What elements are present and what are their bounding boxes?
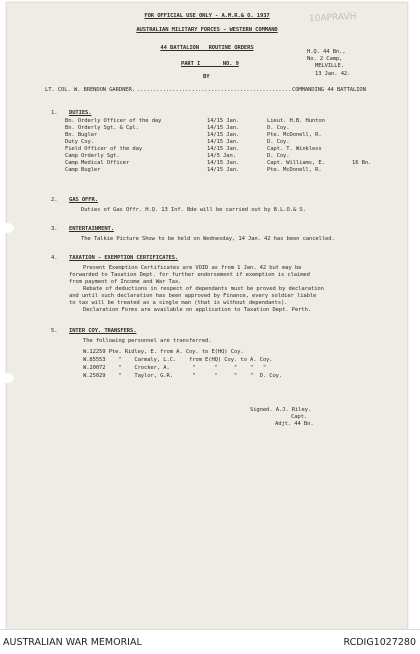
footer-id: RCDIG1027280 (343, 637, 416, 648)
taxation-line: and until such declaration has been approved by Finance, every soldier liable (69, 293, 317, 299)
archive-footer (0, 629, 420, 654)
transfers-intro: The following personnel are transferred. (83, 338, 212, 344)
section-number: 1. (51, 110, 58, 116)
list-item: W.12259 Pte. Ridley, E. from A. Coy. to E(HQ) Coy. (83, 349, 244, 355)
punch-hole (0, 223, 14, 233)
section-heading-taxation: TAXATION - EXEMPTION CERTIFICATES. (69, 255, 179, 261)
by-line: LT. COL. W. BRENDON GARDNER. (45, 87, 135, 93)
punch-hole (0, 373, 14, 383)
command-line: AUSTRALIAN MILITARY FORCES - WESTERN COMMAND (136, 27, 278, 33)
camp-line: No. 2 Camp, (307, 56, 343, 62)
pencil-annotation: 10APRAVH (308, 11, 357, 25)
section-number: 5. (51, 328, 58, 334)
entertainment-text: The Talkie Picture Show to be held on Wednesday, 14 Jan. 42 has been cancelled. (81, 236, 335, 242)
taxation-line: Declaration Forms are available on application to Taxation Dept. Perth. (83, 307, 312, 313)
taxation-line: Present Exemption Certificates are VOID as from 1 Jan. 42 but may be (83, 265, 302, 271)
by-dots: ................................................ (137, 87, 292, 93)
list-item: W.25029 " Taylor, G.R. " " " " D. Coy. (83, 373, 283, 379)
taxation-line: forwarded to Taxation Dept. for further endorsement if exemption is claimed (69, 272, 310, 278)
section-number: 3. (51, 226, 58, 232)
part-sub: BY (203, 74, 210, 80)
list-item: W.20072 " Crocker, A. " " " " " (83, 365, 267, 371)
list-item: W.85553 " Carmaly, L.C. from E(HQ) Coy. to A. Coy. (83, 357, 273, 363)
signature-appointment: Adjt. 44 Bn. (275, 421, 314, 427)
document-page: 10APRAVH FOR OFFICIAL USE ONLY - A.M.R.& O. 1937 AUSTRALIAN MILITARY FORCES - WESTERN COMMAND 44 BATTALION ROUTINE ORDERS H.Q. 44 Bn., No. 2 Camp, MELVILLE. 13 Jan. 42. PART I NO. 9 BY LT. COL. W. BRENDON GARDNER. ................................................ COMMANDING 44 BATTALION 1. DUTIES. Bn. Orderly Officer of the day 14/15 Jan. Lieut. H.B. Hunton Bn. Orderly Sgt. & Cpl. 14/15 Jan. D. Coy. Bn. Bugler 14/15 Jan. Pte. McDonell, R. Duty Coy. 14/15 Jan. D. Coy. Field Officer of the day 14/15 Jan. Capt. T. Winkless Camp Orderly Sgt. 14/5 Jan. D. Coy. Camp Medical Officer 14/15 Jan. Capt. Williams, E. 16 Bn. Camp Bugler 14/15 Jan. Pte. McDonell, R. 2. GAS OFFR. Duties of Gas Offr. H.Q. 13 Inf. Bde will be carried out by B.L.O.& S. 3. ENTERTAINMENT. The Talkie Picture Show to be held on Wednesday, 14 Jan. 42 has been cancelled. 4. TAXATION - EXEMPTION CERTIFICATES. Present Exemption Certificates are VOID as from 1 Jan. 42 but may be forwarded to Taxation Dept. for further endorsement if exemption is claimed from payment of Income and War Tax. Rebate of deductions in respect of dependants must be proved by declaration and until such declaration has been approved by Finance, every soldier liable to tax will be treated as a single man (that is without dependants). Declaration Forms are available on application to Taxation Dept. Perth. 5. INTER COY. TRANSFERS. The following personnel are transferred. W.12259 Pte. Ridley, E. from A. Coy. to E(HQ) Coy. W.85553 " Carmaly, L.C. from E(HQ) Coy. to A. Coy. W.20072 " Crocker, A. " " " " " W.25029 " Taylor, G.R. " " " " D. Coy. Signed. A.J. Riley. Capt. Adjt. 44 Bn. (6, 2, 408, 632)
section-number: 2. (51, 197, 58, 203)
commanding-line: COMMANDING 44 BATTALION (292, 87, 366, 93)
section-heading-transfers: INTER COY. TRANSFERS. (69, 328, 137, 334)
section-heading-gas: GAS OFFR. (69, 197, 98, 203)
taxation-line: Rebate of deductions in respect of dependants must be proved by declaration (83, 286, 324, 292)
taxation-line: from payment of Income and War Tax. (69, 279, 182, 285)
signature-name: Signed. A.J. Riley. (250, 407, 312, 413)
hq-line: H.Q. 44 Bn., (307, 49, 346, 55)
signature-rank: Capt. (291, 414, 308, 420)
footer-source: AUSTRALIAN WAR MEMORIAL (3, 637, 142, 648)
date-line: 13 Jan. 42. (315, 71, 351, 77)
classification-line: FOR OFFICIAL USE ONLY - A.M.R.& O. 1937 (144, 13, 270, 19)
section-number: 4. (51, 255, 58, 261)
gas-text: Duties of Gas Offr. H.Q. 13 Inf. Bde will be carried out by B.L.O.& S. (81, 207, 306, 213)
part-line: PART I NO. 9 (181, 61, 239, 67)
section-heading-entertainment: ENTERTAINMENT. (69, 226, 114, 232)
place-line: MELVILLE. (315, 63, 344, 69)
section-heading-duties: DUTIES. (69, 110, 92, 116)
unit-title: 44 BATTALION ROUTINE ORDERS (160, 45, 254, 51)
taxation-line: to tax will be treated as a single man (that is without dependants). (69, 300, 288, 306)
